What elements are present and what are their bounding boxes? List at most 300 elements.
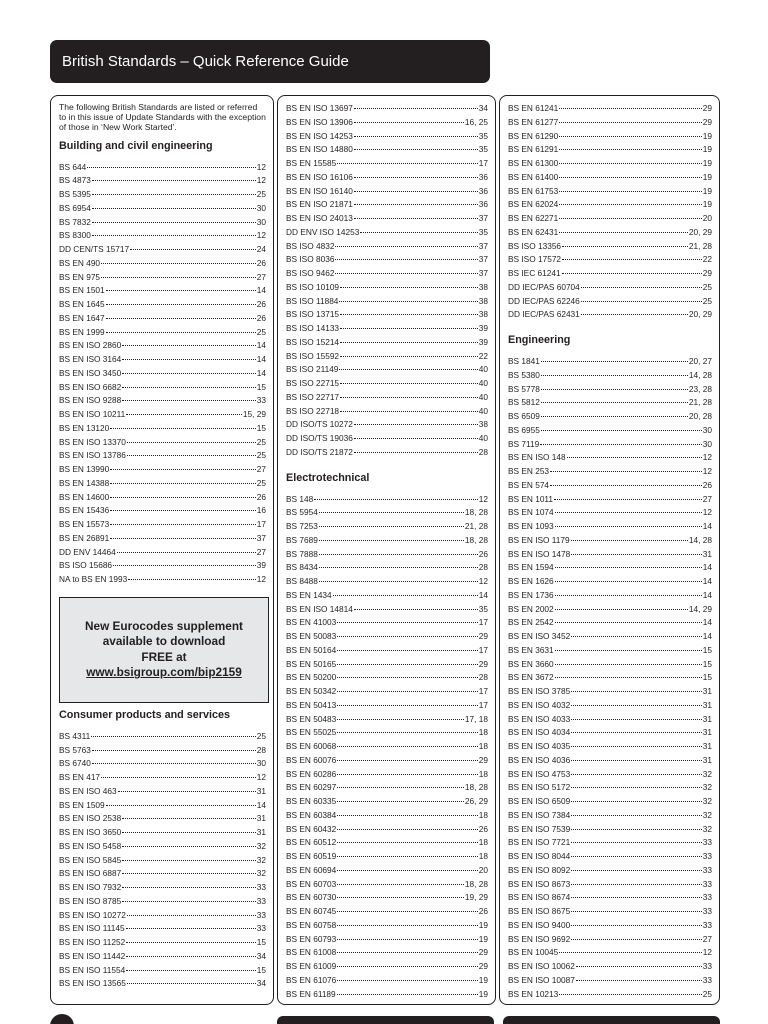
standard-code: BS EN ISO 9692 [508,933,571,944]
standard-entry [59,840,266,854]
page-reference: 17 [478,644,488,655]
standard-code: BS 644 [59,161,87,172]
dot-leader [337,664,477,665]
standard-entry [508,240,712,254]
standard-code: BS EN ISO 4035 [508,741,571,751]
standard-code: BS EN 50164 [286,644,337,655]
page-reference: 33 [702,974,712,985]
page-reference: 25 [256,436,266,447]
dot-leader [571,554,702,555]
standard-code: BS EN ISO 14253 [286,130,353,141]
dot-leader [541,361,688,362]
page-reference: 15 [702,658,712,669]
page-reference: 12 [256,175,266,186]
dot-leader [571,925,702,926]
standard-entry [59,271,266,285]
standard-entry [59,422,266,436]
standard-code: BS EN ISO 13786 [59,450,126,461]
page-reference: 25 [702,281,712,292]
dot-leader [101,277,256,278]
standard-code: BS EN 13990 [59,464,110,475]
dot-leader [340,411,478,412]
standard-code: BS EN ISO 8673 [508,878,571,889]
standard-entry [508,281,712,295]
standard-code: BS EN 1501 [59,285,105,296]
standard-code: BS EN ISO 8675 [508,906,571,916]
page-reference: 18 [478,741,488,751]
standard-entry [59,367,266,381]
dot-leader [337,925,477,926]
standard-entry [508,355,712,369]
standard-code: BS EN ISO 8674 [508,892,571,903]
standard-code: BS EN 60703 [286,878,337,889]
standard-entry [286,363,488,377]
page-reference: 37 [478,268,488,278]
standard-code: BS EN ISO 2538 [59,813,122,824]
standard-entry [286,781,488,795]
standard-code: BS EN 60384 [286,809,337,820]
standard-entry [508,809,712,823]
column-2 [277,95,496,1005]
standard-entry [59,826,266,840]
dot-leader [337,842,477,843]
page-reference: 12 [256,161,266,172]
standard-code: BS ISO 21149 [286,364,339,375]
page-reference: 25 [702,988,712,999]
standard-code: BS ISO 15214 [286,336,340,347]
page-reference: 40 [478,391,488,402]
standard-entry [508,438,712,452]
page-reference: 32 [256,854,266,865]
standard-entry [508,295,712,309]
standard-code: BS 1841 [508,356,540,366]
standard-code: DD ENV ISO 14253 [286,226,360,237]
standard-entry [508,754,712,768]
standard-entry [286,699,488,713]
page-reference: 31 [256,827,266,838]
standard-entry [508,905,712,919]
page-reference: 31 [256,785,266,796]
standard-code: BS EN ISO 13565 [59,978,126,989]
page-reference: 27 [256,271,266,282]
standard-entry [59,257,266,271]
standard-code: BS 7119 [508,438,540,449]
standard-entry [286,267,488,281]
standard-entry [286,116,488,130]
standard-entry [286,823,488,837]
page-reference: 38 [478,419,488,430]
standard-code: BS EN 41003 [286,617,337,628]
standard-code: BS 7253 [286,521,318,531]
standard-code: BS 5395 [59,189,91,200]
standard-code: BS EN 50413 [286,699,337,710]
page-reference: 25 [256,326,266,337]
standard-code: BS EN ISO 4033 [508,713,571,724]
page-reference: 36 [478,185,488,196]
standard-entry [286,281,488,295]
dot-leader [571,760,702,761]
dot-leader [354,218,478,219]
standard-code: BS EN 60519 [286,851,337,861]
standard-code: BS EN ISO 7539 [508,823,571,834]
page-reference: 19 [702,158,712,168]
dot-leader [555,622,702,623]
dot-leader [335,246,477,247]
standard-code: BS EN 60335 [286,796,337,806]
page-reference: 18 [478,809,488,820]
dot-leader [541,375,688,376]
standard-code: BS EN 60432 [286,823,337,834]
dot-leader [126,942,256,943]
dot-leader [126,970,256,971]
standard-code: BS EN 60068 [286,741,337,751]
standard-entry [59,799,266,813]
dot-leader [106,290,256,291]
standard-code: BS EN ISO 7384 [508,809,571,820]
dot-leader [92,750,256,751]
page-reference: 12 [702,466,712,476]
page-reference: 12 [478,576,488,586]
standard-code: BS 6509 [508,411,540,421]
dot-leader [354,438,478,439]
standards-list-electrotechnical [286,493,488,1002]
page-reference: 29 [478,754,488,765]
dot-leader [110,538,255,539]
page-reference: 29 [702,116,712,127]
dot-leader [541,430,702,431]
page-reference: 37 [478,213,488,223]
standard-entry [508,267,712,281]
standard-entry [59,881,266,895]
standard-entry [59,867,266,881]
standard-entry [286,143,488,157]
standard-entry [508,630,712,644]
dot-leader [92,235,256,236]
dot-leader [92,194,256,195]
page-reference: 25 [256,450,266,461]
page-reference: 14 [702,617,712,628]
standard-entry [508,878,712,892]
standard-code: BS EN ISO 5172 [508,782,571,793]
dot-leader [559,191,701,192]
standard-code: BS 8488 [286,576,318,586]
standard-code: BS EN ISO 10087 [508,974,575,985]
dot-leader [127,442,256,443]
standard-entry [59,353,266,367]
footer-bar-right [503,1016,720,1024]
dot-leader [571,815,702,816]
page-reference: 29 [702,103,712,113]
standard-code: BS EN 60286 [286,768,337,779]
page-reference: 39 [478,323,488,333]
page-reference: 27 [702,493,712,504]
page-reference: 33 [256,882,266,893]
page-reference: 35 [478,130,488,141]
standard-code: BS EN 1647 [59,312,105,323]
dot-leader [337,952,477,953]
standard-entry [286,754,488,768]
standard-entry [286,336,488,350]
standard-entry [508,671,712,685]
standard-code: BS EN 2002 [508,603,554,614]
standard-entry [508,644,712,658]
dot-leader [319,526,464,527]
dot-leader [559,136,701,137]
standard-code: BS 5778 [508,383,540,394]
standard-entry [508,479,712,493]
dot-leader [340,314,478,315]
standard-code: BS EN 60730 [286,892,337,903]
standard-code: BS EN 1093 [508,521,554,531]
section-heading-engineering: Engineering [508,334,571,346]
page-reference: 25 [702,295,712,306]
standard-entry [286,891,488,905]
standard-entry [59,504,266,518]
page-reference: 14 [256,367,266,378]
page-reference: 25 [256,477,266,488]
page-reference: 26 [478,548,488,559]
page-reference: 19 [478,988,488,999]
standard-entry [286,185,488,199]
page-reference: 15 [256,964,266,975]
standard-code: BS EN ISO 8785 [59,895,122,906]
page-reference: 18, 28 [464,782,488,793]
dot-leader [571,884,702,885]
dot-leader [567,457,702,458]
page-reference: 17 [478,617,488,628]
standard-code: BS EN 61753 [508,185,559,196]
dot-leader [122,359,256,360]
standard-code: DD IEC/PAS 62246 [508,295,580,306]
standard-code: BS EN 1645 [59,299,105,310]
dot-leader [127,983,256,984]
standard-code: BS 8300 [59,230,91,241]
standard-entry [59,312,266,326]
standard-entry [59,977,266,991]
standard-entry [59,381,266,395]
standard-entry [59,771,266,785]
standard-entry [508,864,712,878]
standard-code: BS EN 61008 [286,947,337,958]
standard-entry [286,685,488,699]
standard-entry [59,161,266,175]
standard-code: BS EN ISO 14814 [286,603,353,614]
dot-leader [559,952,701,953]
dot-leader [559,163,701,164]
page-reference: 18 [478,727,488,738]
page-reference: 32 [256,868,266,879]
standard-entry [286,768,488,782]
dot-leader [319,540,464,541]
standard-code: BS ISO 9462 [286,268,335,278]
dot-leader [337,994,478,995]
page-reference: 32 [702,782,712,793]
dot-leader [130,249,256,250]
dot-leader [559,232,688,233]
dot-leader [91,736,256,737]
page-reference: 14 [702,521,712,531]
promo-download-link[interactable]: www.bsigroup.com/bip2159 [86,665,242,680]
section-heading-building: Building and civil engineering [59,139,213,152]
standard-code: BS EN 3631 [508,644,554,655]
page-reference: 12 [702,947,712,958]
dot-leader [319,554,478,555]
dot-leader [555,650,702,651]
standard-entry [286,157,488,171]
standard-code: BS EN 61076 [286,974,337,985]
standard-entry [59,812,266,826]
standard-code: BS EN ISO 10062 [508,961,575,971]
dot-leader [562,259,702,260]
page-reference: 33 [256,923,266,934]
standard-code: BS EN 15573 [59,519,110,530]
standard-entry [286,946,488,960]
standard-code: BS ISO 15592 [286,350,340,361]
page-reference: 15 [702,644,712,655]
standard-entry [59,229,266,243]
standard-entry [508,589,712,603]
standard-code: BS ISO 17572 [508,254,562,265]
page-reference: 38 [478,309,488,320]
page-reference: 19 [478,974,488,985]
standard-code: BS EN ISO 21871 [286,199,353,210]
page-reference: 12 [478,493,488,504]
page-reference: 15 [702,672,712,683]
page-reference: 15 [256,937,266,948]
page-reference: 31 [702,754,712,765]
standard-code: BS 7888 [286,548,318,559]
page-reference: 26 [256,257,266,268]
standard-entry [508,616,712,630]
eurocodes-promo [59,597,269,703]
standard-code: BS EN 15585 [286,158,337,168]
standard-entry [286,603,488,617]
standard-entry [508,781,712,795]
page-reference: 31 [702,741,712,751]
standard-entry [286,740,488,754]
dot-leader [122,887,256,888]
standard-entry [508,212,712,226]
standard-code: DD CEN/TS 15717 [59,244,130,255]
dot-leader [117,552,256,553]
standards-list-engineering [508,355,712,1001]
standard-code: BS EN 14388 [59,477,110,488]
standard-entry [508,116,712,130]
standard-code: BS EN 2542 [508,617,554,628]
standard-code: BS 4311 [59,730,91,741]
standard-entry [508,919,712,933]
intro-text: The following British Standards are listed or referred to in this issue of Update Standards with the exception of those in ‘New Work Started’. [59,102,266,133]
standard-entry [508,171,712,185]
standard-code: BS EN ISO 4753 [508,768,571,779]
page-reference: 31 [702,713,712,724]
page-reference: 33 [702,961,712,971]
dot-leader [559,994,701,995]
dot-leader [571,705,702,706]
dot-leader [122,873,256,874]
page-reference: 31 [702,699,712,710]
dot-leader [122,373,256,374]
standard-code: BS EN ISO 5458 [59,840,122,851]
standard-code: BS EN 50165 [286,658,337,669]
standard-code: BS EN 1509 [59,799,105,810]
page-reference: 38 [478,281,488,292]
page-reference: 14, 28 [688,534,712,545]
page-title: British Standards – Quick Reference Guide [50,40,490,83]
standard-entry [59,477,266,491]
standard-code: BS EN ISO 148 [508,452,566,463]
page-reference: 19 [478,933,488,944]
dot-leader [106,304,256,305]
page-reference: 17 [256,519,266,530]
dot-leader [106,332,256,333]
standard-entry [508,253,712,267]
standard-entry [286,377,488,391]
dot-leader [581,301,702,302]
dot-leader [354,191,478,192]
standard-code: BS EN 3660 [508,658,554,669]
page-reference: 14 [702,631,712,641]
dot-leader [555,595,702,596]
standard-entry [286,561,488,575]
standard-entry [286,405,488,419]
dot-leader [110,428,255,429]
standard-code: BS EN 60758 [286,919,337,930]
standard-entry [508,850,712,864]
standard-entry [59,339,266,353]
page-reference: 33 [702,919,712,930]
standard-code: DD ISO/TS 10272 [286,419,353,430]
page-reference: 16 [256,505,266,516]
standard-entry [59,922,266,936]
standard-entry [508,308,712,322]
standard-entry [286,548,488,562]
page-reference: 19, 29 [464,892,488,903]
dot-leader [555,609,688,610]
page-reference: 33 [702,892,712,903]
standard-code: BS EN ISO 3785 [508,686,571,696]
standard-code: BS EN 61009 [286,961,337,971]
standard-code: BS EN 61400 [508,171,559,182]
dot-leader [541,389,688,390]
standard-code: BS 8434 [286,562,318,573]
dot-leader [110,510,255,511]
standard-entry [508,685,712,699]
dot-leader [559,177,701,178]
standard-code: DD ENV 14464 [59,546,116,557]
dot-leader [337,870,477,871]
page-reference: 12 [702,452,712,463]
page-reference: 33 [702,837,712,848]
dot-leader [571,636,702,637]
standard-code: BS EN ISO 11145 [59,923,125,934]
standards-list-consumer [59,730,266,991]
page-reference: 32 [702,809,712,820]
standard-entry [508,424,712,438]
page-reference: 26 [256,312,266,323]
standard-code: BS EN 61291 [508,144,559,155]
standard-entry [59,518,266,532]
standard-code: BS EN ISO 14880 [286,144,353,155]
standard-entry [59,854,266,868]
dot-leader [559,204,701,205]
page-reference: 30 [702,438,712,449]
standard-code: BS EN ISO 3650 [59,827,122,838]
standard-code: BS ISO 22717 [286,391,340,402]
standard-code: BS ISO 4832 [286,240,335,251]
dot-leader [126,956,256,957]
dot-leader [337,677,477,678]
